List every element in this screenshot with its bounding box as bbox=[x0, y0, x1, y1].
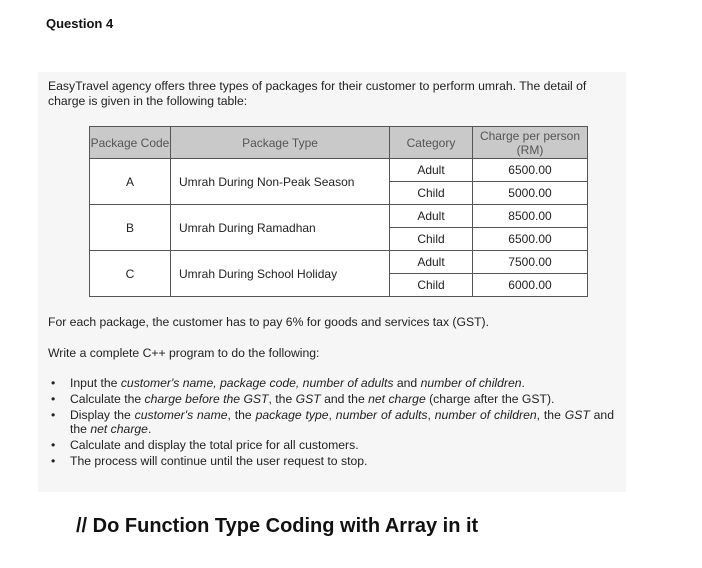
coding-note: // Do Function Type Coding with Array in it bbox=[76, 515, 479, 537]
list-item: • Calculate the charge before the GST, the GST and the net charge (charge after the GST). bbox=[48, 392, 614, 406]
list-item: • Display the customer's name, the package type, number of adults, number of children, the GST and the net charge. bbox=[48, 408, 614, 436]
header-category: Category bbox=[390, 127, 473, 159]
table-row bbox=[90, 205, 588, 228]
charge-cell: 6500.00 bbox=[473, 159, 588, 182]
question-title: Question 4 bbox=[46, 16, 114, 31]
category-cell: Adult bbox=[390, 159, 473, 182]
category-cell: Adult bbox=[390, 205, 473, 228]
package-type-cell: Umrah During Ramadhan bbox=[171, 205, 390, 251]
category-cell: Adult bbox=[390, 251, 473, 274]
charge-cell: 6500.00 bbox=[473, 228, 588, 251]
gst-paragraph: For each package, the customer has to pay 6% for goods and services tax (GST). bbox=[48, 315, 489, 329]
package-code-cell: B bbox=[90, 205, 171, 251]
package-code-cell: C bbox=[90, 251, 171, 297]
package-code-cell: A bbox=[90, 159, 171, 205]
charge-cell: 6000.00 bbox=[473, 274, 588, 297]
header-package-code: Package Code bbox=[90, 127, 171, 159]
charge-cell: 7500.00 bbox=[473, 251, 588, 274]
category-cell: Child bbox=[390, 228, 473, 251]
package-type-cell: Umrah During Non-Peak Season bbox=[171, 159, 390, 205]
write-program-paragraph: Write a complete C++ program to do the following: bbox=[48, 346, 320, 360]
header-charge: Charge per person (RM) bbox=[473, 127, 588, 159]
task-list bbox=[48, 376, 614, 470]
list-item: • Input the customer's name, package code, number of adults and number of children. bbox=[48, 376, 614, 390]
table-header-row bbox=[90, 127, 588, 159]
charge-cell: 5000.00 bbox=[473, 182, 588, 205]
package-table bbox=[89, 126, 588, 297]
list-item: • The process will continue until the user request to stop. bbox=[48, 454, 614, 468]
category-cell: Child bbox=[390, 182, 473, 205]
package-type-cell: Umrah During School Holiday bbox=[171, 251, 390, 297]
header-package-type: Package Type bbox=[171, 127, 390, 159]
category-cell: Child bbox=[390, 274, 473, 297]
table-row bbox=[90, 251, 588, 274]
table-row bbox=[90, 159, 588, 182]
charge-cell: 8500.00 bbox=[473, 205, 588, 228]
list-item: • Calculate and display the total price for all customers. bbox=[48, 438, 614, 452]
intro-paragraph: EasyTravel agency offers three types of packages for their customer to perform umrah. The detail of charge is given in the following table: bbox=[48, 79, 587, 108]
